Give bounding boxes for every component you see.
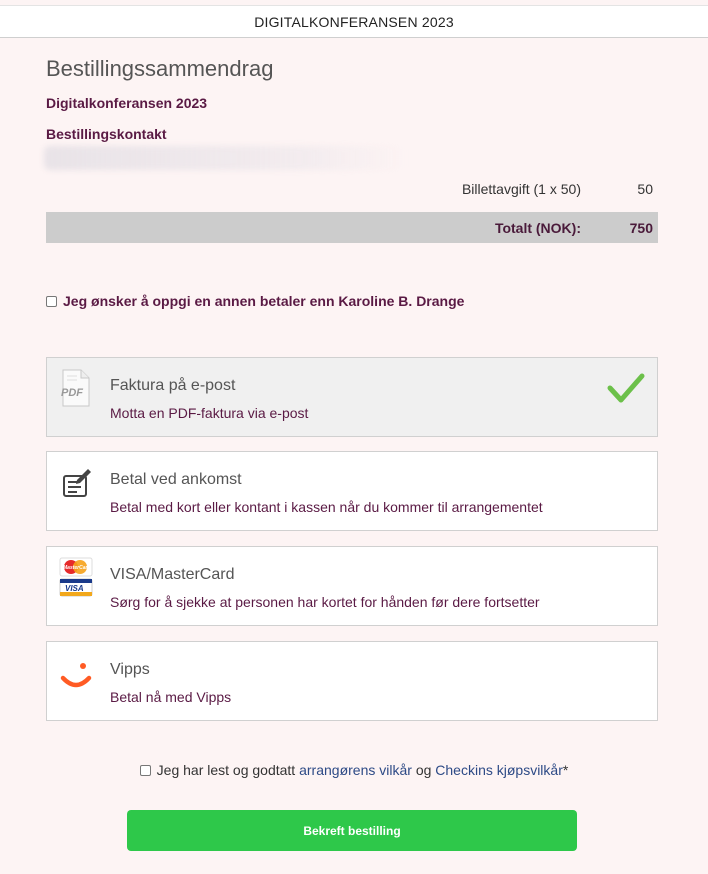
fee-label: Billettavgift (1 x 50) (461, 181, 581, 197)
payment-description: Betal med kort eller kontant i kassen når du kommer til arrangementet (110, 499, 543, 515)
page-title: Bestillingssammendrag (46, 56, 274, 81)
payment-option-invoice[interactable] (46, 357, 658, 437)
organizer-terms-link[interactable]: arrangørens vilkår (299, 762, 412, 778)
payment-title: Faktura på e-post (110, 377, 236, 394)
card-icon (59, 557, 93, 597)
top-bar (0, 5, 708, 38)
alt-payer-option[interactable] (46, 293, 464, 309)
alt-payer-label: Jeg ønsker å oppgi en annen betaler enn Karoline B. Drange (63, 293, 465, 309)
payment-title: VISA/MasterCard (110, 566, 235, 583)
payment-description: Sørg for å sjekke at personen har kortet for hånden før dere fortsetter (110, 594, 540, 610)
vipps-icon (59, 652, 93, 692)
svg-text:MasterCard: MasterCard (63, 565, 91, 571)
total-label: Totalt (NOK): (494, 220, 581, 236)
payment-option-vipps[interactable] (46, 641, 658, 721)
confirm-order-button[interactable]: Bekreft bestilling (127, 810, 577, 851)
checkin-terms-link[interactable]: Checkins kjøpsvilkår (435, 762, 563, 778)
terms-agreement (0, 760, 708, 781)
payment-option-card[interactable] (46, 546, 658, 626)
payment-title: Betal ved ankomst (110, 471, 242, 488)
terms-checkbox[interactable] (140, 765, 151, 776)
check-icon (607, 372, 645, 404)
pdf-icon (59, 368, 93, 408)
alt-payer-checkbox[interactable] (46, 296, 57, 307)
payment-description: Betal nå med Vipps (110, 689, 232, 705)
blurred-contact-info (44, 146, 406, 170)
event-name: Digitalkonferansen 2023 (46, 95, 208, 111)
contact-heading: Bestillingskontakt (46, 126, 167, 142)
svg-text:PDF: PDF (61, 387, 83, 399)
payment-description: Motta en PDF-faktura via e-post (110, 405, 309, 421)
required-mark: * (562, 762, 569, 778)
svg-text:VISA: VISA (65, 584, 84, 593)
total-row (46, 212, 658, 243)
terms-prefix: Jeg har lest og godtatt (156, 762, 296, 778)
payment-option-pay-on-arrival[interactable] (46, 451, 658, 531)
payment-title: Vipps (110, 661, 150, 678)
pay-on-arrival-icon (59, 462, 93, 502)
fee-row (46, 181, 658, 201)
fee-value: 50 (637, 181, 653, 197)
header-title: DIGITALKONFERANSEN 2023 (254, 13, 454, 30)
terms-and: og (415, 762, 432, 778)
total-value: 750 (629, 220, 653, 236)
